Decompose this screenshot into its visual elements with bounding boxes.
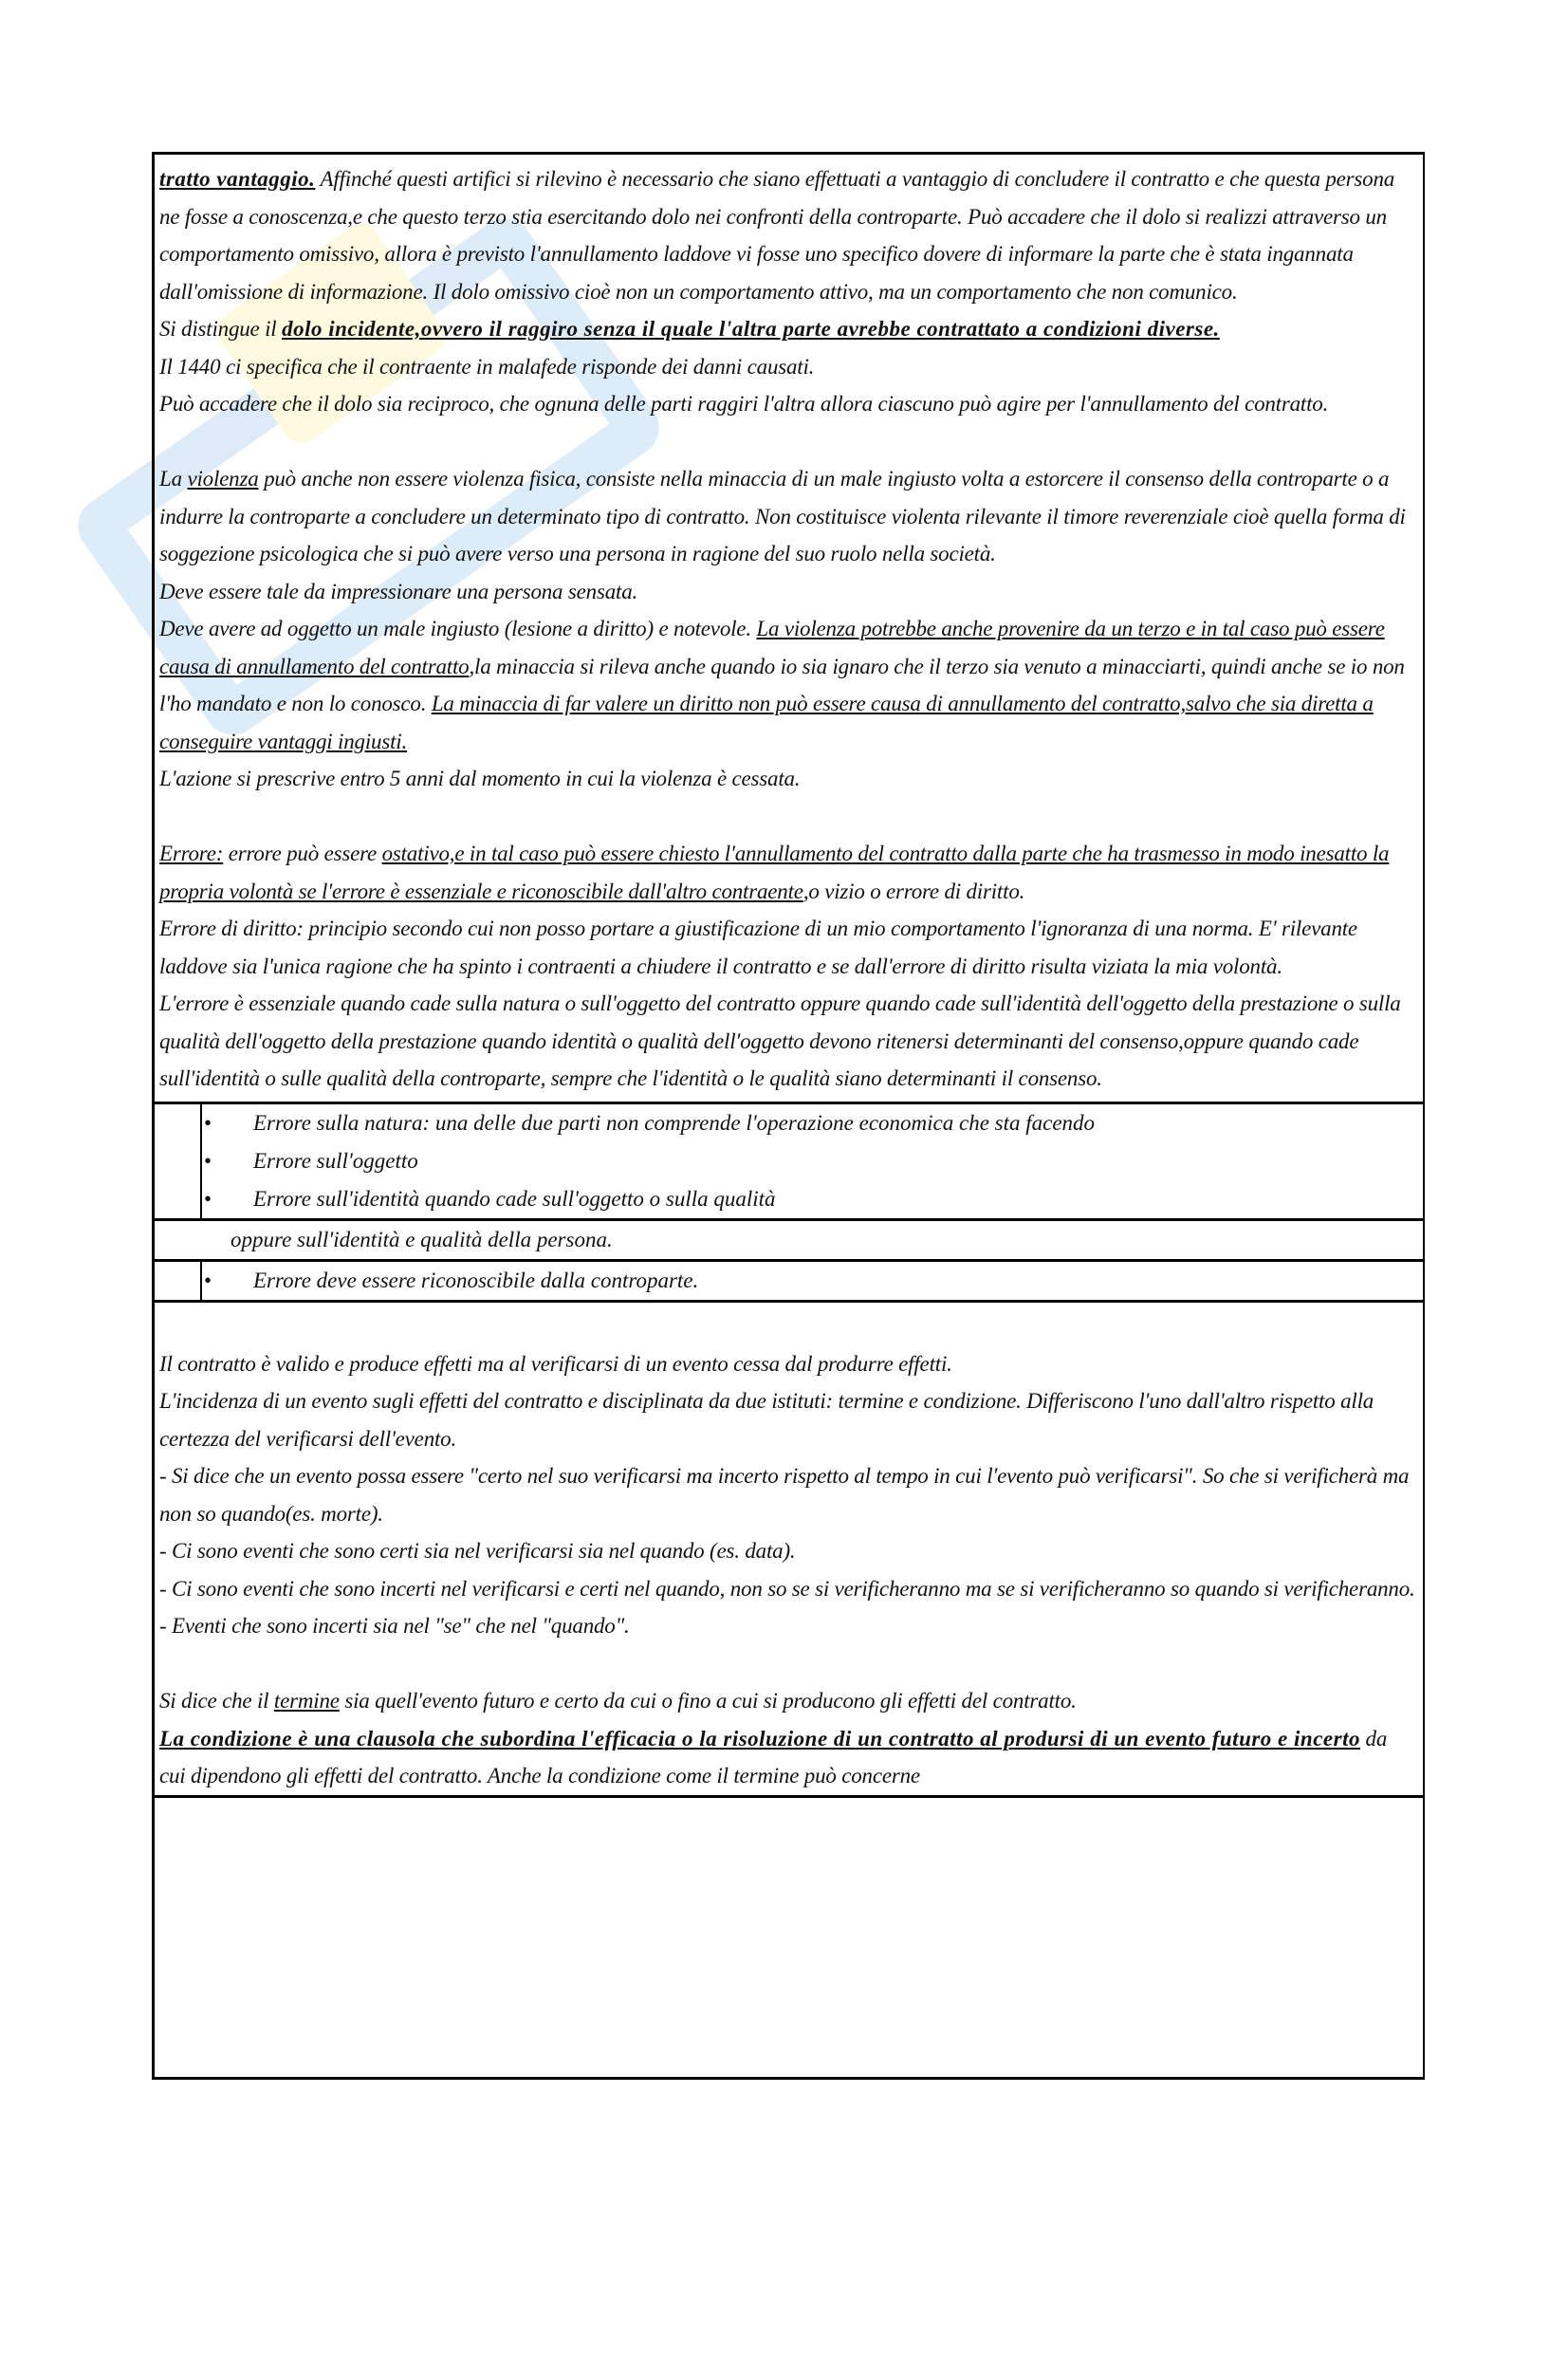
paragraph-errore bbox=[155, 835, 1423, 1102]
paragraph-termine-condizione bbox=[155, 1303, 1423, 1798]
text: L'errore è essenziale quando cade sulla natura o sull'oggetto del contratto oppure quando cade sull'identità dell'oggetto della prestazione o sulla qualità dell'oggetto della prestazione quando identità o qualità dell'oggetto devono ritenersi determinanti del consenso,oppure quando cade sull'identità o sulle qualità della controparte, sempre che l'identità o le qualità siano determinanti il consenso. bbox=[159, 991, 1401, 1090]
underlined-term: termine bbox=[273, 1689, 340, 1713]
text: Si dice che il bbox=[159, 1689, 274, 1713]
text: da cui dipendono gli effetti del contratto. Anche la condizione come il termine può concerne bbox=[159, 1726, 1388, 1788]
text: sia quell'evento futuro e certo da cui o fino a cui si producono gli effetti del contratto. bbox=[339, 1689, 1077, 1713]
text: Deve essere tale da impressionare una persona sensata. bbox=[159, 579, 638, 603]
text: Errore di diritto: principio secondo cui non posso portare a giustificazione di un mio comportamento l'ignoranza di una norma. E' rilevante laddove sia l'unica ragione che ha spinto i contraenti a chiudere il contratto e se dall'errore di diritto risulta viziata la mia volontà. bbox=[159, 917, 1357, 978]
text: ,la minaccia si rileva anche quando io sia ignaro che il terzo sia venuto a minacciarti, quindi anche se io non l'ho mandato e non lo conosco. bbox=[159, 654, 1405, 715]
bullet-continuation bbox=[155, 1221, 1423, 1259]
text: Si distingue il bbox=[159, 317, 283, 341]
text: Errore deve essere riconoscibile dalla controparte. bbox=[253, 1268, 699, 1292]
text: oppure sull'identità e qualità della persona. bbox=[231, 1227, 613, 1251]
text: Affinché questi artifici si rilevino è necessario che siano effettuati a vantaggio di concludere il contratto e che questa persona ne fosse a conoscenza,e che questo terzo stia esercitando dolo nei confronti della controparte. Può accadere che il dolo si realizzi attraverso un comportamento omissivo, allora è previsto l'annullamento laddove vi fosse uno specifico dovere di informare la parte che è stata ingannata dall'omissione di informazione. Il dolo omissivo cioè non un comportamento attivo, ma un comportamento che non comunico. bbox=[159, 167, 1395, 304]
bullet-item bbox=[155, 1104, 1423, 1142]
text: ,o vizio o errore di diritto. bbox=[802, 879, 1025, 903]
bullet-icon: • bbox=[204, 1110, 212, 1135]
underlined-text: La violenza potrebbe anche provenire da un terzo e in tal caso può essere causa di annullamento del contratto bbox=[159, 617, 1385, 678]
text: Il contratto è valido e produce effetti ma al verificarsi di un evento cessa dal produrre effetti. bbox=[159, 1351, 952, 1376]
spacer bbox=[155, 423, 1423, 461]
paragraph-dolo bbox=[155, 155, 1423, 423]
paragraph-violenza bbox=[155, 460, 1423, 798]
text: - Ci sono eventi che sono certi sia nel verificarsi sia nel quando (es. data). bbox=[159, 1539, 796, 1563]
document-page bbox=[152, 152, 1425, 2080]
bold-phrase: La condizione è una clausola che subordina l'efficacia o la risoluzione di un contratto al prodursi di un evento futuro e incerto bbox=[159, 1726, 1360, 1750]
text: Deve avere ad oggetto un male ingiusto (lesione a diritto) e notevole. bbox=[159, 617, 757, 640]
bullet-icon: • bbox=[204, 1186, 212, 1211]
bullet-continuation-row bbox=[155, 1218, 1423, 1259]
text: errore può essere bbox=[223, 842, 382, 865]
underlined-term: violenza bbox=[187, 467, 259, 491]
spacer bbox=[155, 798, 1423, 836]
bullet-list-row bbox=[155, 1259, 1423, 1303]
underlined-text: ostativo,e in tal caso può essere chiesto l'annullamento del contratto dalla parte che ha trasmesso in modo inesatto la propria volontà se l'errore è essenziale e riconoscibile dall'altro contraente bbox=[159, 842, 1390, 903]
text: Può accadere che il dolo sia reciproco, che ognuna delle parti raggiri l'altra allora ciascuno può agire per l'annullamento del contratto. bbox=[159, 392, 1329, 416]
underlined-text: La minaccia di far valere un diritto non può essere causa di annullamento del contratto,salvo che sia diretta a conseguire vantaggi ingiusti. bbox=[159, 692, 1374, 753]
text: L'azione si prescrive entro 5 anni dal momento in cui la violenza è cessata. bbox=[159, 767, 801, 790]
text: L'incidenza di un evento sugli effetti del contratto e disciplinata da due istituti: termine e condizione. Differiscono l'uno dall'altro rispetto alla certezza del verificarsi dell'evento. bbox=[159, 1389, 1374, 1451]
text: - Ci sono eventi che sono incerti nel verificarsi e certi nel quando, non so se si verificheranno ma se si verificheranno so quando si verificheranno. bbox=[159, 1576, 1415, 1601]
underlined-term: Errore: bbox=[159, 842, 224, 865]
text: Errore sulla natura: una delle due parti non comprende l'operazione economica che sta facendo bbox=[253, 1110, 1096, 1135]
bullet-item bbox=[155, 1262, 1423, 1300]
text: può anche non essere violenza fisica, consiste nella minaccia di un male ingiusto volta a estorcere il consenso della controparte o a indurre la controparte a concludere un determinato tipo di contratto. Non costituisce violenta rilevante il timore reverenziale cioè quella forma di soggezione psicologica che si può avere verso una persona in ragione del suo ruolo nella società. bbox=[159, 467, 1406, 565]
text: Il 1440 ci specifica che il contraente in malafede risponde dei danni causati. bbox=[159, 354, 815, 379]
text: Errore sull'identità quando cade sull'oggetto o sulla qualità bbox=[253, 1186, 776, 1211]
bold-phrase: dolo incidente,ovvero il raggiro senza il quale l'altra parte avrebbe contrattato a condizioni diverse. bbox=[282, 317, 1220, 341]
text: - Eventi che sono incerti sia nel "se" che nel "quando". bbox=[159, 1614, 630, 1638]
bullet-icon: • bbox=[204, 1148, 212, 1173]
bullet-list-row bbox=[155, 1102, 1423, 1218]
bullet-icon: • bbox=[204, 1268, 212, 1292]
bullet-item bbox=[155, 1180, 1423, 1218]
text: La bbox=[159, 467, 188, 491]
text: - Si dice che un evento possa essere "certo nel suo verificarsi ma incerto rispetto al tempo in cui l'evento può verificarsi". So che si verificherà ma non so quando(es. morte). bbox=[159, 1464, 1410, 1526]
bullet-item bbox=[155, 1142, 1423, 1180]
bold-phrase: tratto vantaggio. bbox=[159, 167, 316, 191]
text: Errore sull'oggetto bbox=[253, 1148, 418, 1173]
